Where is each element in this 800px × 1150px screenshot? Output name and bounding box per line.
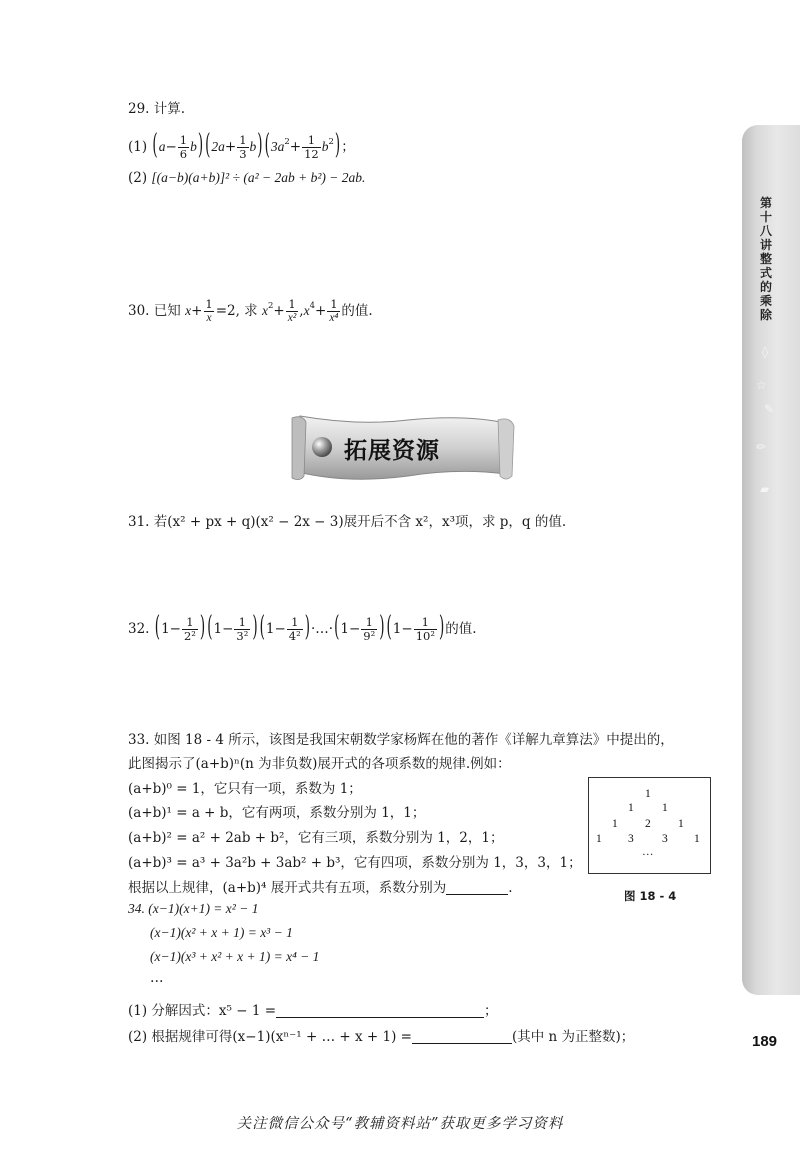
pascal-entry: 3: [628, 833, 634, 845]
star-icon: ☆: [756, 378, 767, 392]
q33-rule: 根据以上规律，(a+b)⁴ 展开式共有五项，系数分别为 .: [128, 880, 513, 896]
q33-line1: 33. 如图 18 - 4 所示，该图是我国宋朝数学家杨辉在他的著作《详解九章算法》中提出的，: [128, 732, 674, 748]
q29-part2: (2) [(a−b)(a+b)]² ÷ (a² − 2ab + b²) − 2ab.: [128, 170, 366, 186]
book-icon: ▰: [760, 482, 770, 496]
q34-line1: 34. (x−1)(x+1) = x² − 1: [128, 901, 259, 916]
q33-example0: (a+b)⁰ = 1，它只有一项，系数为 1；: [128, 781, 362, 797]
fraction: $\frac{1}{\text{x²}}$: [287, 297, 297, 324]
pascal-entry: 1: [662, 802, 668, 814]
drop-icon: ◊: [762, 345, 768, 359]
q32: 32. (1− $\frac{1}{\text{2²}}$ ) (1− $\frac{1}{\text{3²}}$ ) (1− $\frac{1}{\text{4²}}$ )·…·(1− $\frac{1}{\text{9²}}$ ) (1− $\frac{1}{\text{10²}}$ )的值.: [128, 610, 477, 645]
q33-example3: (a+b)³ = a³ + 3a²b + 3ab² + b³，它有四项，系数分别为 1，3，3，1；: [128, 855, 582, 871]
banner-title: 拓展资源: [344, 438, 440, 464]
q34-line3: (x−1)(x³ + x² + x + 1) = x⁴ − 1: [150, 949, 320, 964]
pascal-entry: 2: [645, 818, 651, 830]
answer-blank[interactable]: [446, 880, 508, 895]
bullet-icon: [312, 437, 332, 457]
pascal-entry: 1: [612, 818, 618, 830]
q34-part1: (1) 分解因式：x⁵ − 1 = ；: [128, 1003, 498, 1019]
pascal-entry: 1: [678, 818, 684, 830]
fraction: $\frac{1}{\text{10²}}$: [415, 615, 435, 643]
fraction: $\frac{1}{3}$: [239, 133, 247, 161]
pascal-entry: 3: [662, 833, 668, 845]
q29-p2-expr: [(a−b)(a+b)]² ÷ (a² − 2ab + b²) − 2ab.: [151, 170, 366, 185]
q29-p1-a: a: [158, 139, 166, 154]
fraction: $\frac{1}{6}$: [179, 133, 188, 161]
q34-part2: (2) 根据规律可得(x−1)(xⁿ⁻¹ + … + x + 1) = (其中 n 为正整数)；: [128, 1029, 635, 1045]
q33-line2: 此图揭示了(a+b)ⁿ(n 为非负数)展开式的各项系数的规律.例如：: [128, 756, 511, 772]
fraction: $\frac{1}{\text{4²}}$: [288, 615, 301, 643]
answer-blank[interactable]: [412, 1029, 512, 1044]
page-number: 189: [752, 1033, 778, 1050]
pascal-entry: 1: [628, 802, 634, 814]
pascal-entry: 1: [596, 833, 602, 845]
pascal-entry: 1: [645, 788, 651, 800]
q33-example2: (a+b)² = a² + 2ab + b²，它有三项，系数分别为 1，2，1；: [128, 830, 504, 846]
pencil-icon: ✎: [764, 402, 775, 416]
q30: 30. 已知 x+ $\frac{1}{x}$ =2, 求 $x^2+$ $\frac{1}{\text{x²}}$ $,x^4+$ $\frac{1}{\text{x⁴}}$ 的值.: [128, 297, 373, 324]
chapter-label: 第十八讲 整式的乘除: [759, 196, 772, 322]
q34-line2: (x−1)(x² + x + 1) = x³ − 1: [150, 925, 293, 940]
q29-part1: (1) (a− $\frac{1}{6}$ b) (2a+ $\frac{1}{3}$ b) ($3a^2+$ $\frac{1}{12}$ $b^2$)；: [128, 128, 355, 163]
fraction: $\frac{1}{12}$: [304, 133, 319, 161]
pascal-ellipsis: …: [642, 846, 654, 858]
ruler-icon: ✏: [756, 440, 767, 454]
q33-example1: (a+b)¹ = a + b，它有两项，系数分别为 1，1；: [128, 805, 426, 821]
fraction: $\frac{1}{\text{3²}}$: [236, 615, 249, 643]
pascal-entry: 1: [694, 833, 700, 845]
figure-caption: 图 18 - 4: [624, 889, 677, 903]
q29-p1-label: (1): [128, 139, 148, 155]
answer-blank[interactable]: [276, 1003, 484, 1018]
fraction: $\frac{1}{\text{9²}}$: [363, 615, 376, 643]
footer-note: 关注微信公众号“教辅资料站”获取更多学习资料: [236, 1116, 564, 1132]
fraction: $\frac{1}{\text{x⁴}}$: [329, 297, 339, 324]
q34-ellipsis: …: [150, 970, 164, 986]
fraction: $\frac{1}{\text{2²}}$: [183, 615, 196, 643]
q29-title: 29. 计算.: [128, 101, 186, 117]
q31: 31. 若(x² + px + q)(x² − 2x − 3)展开后不含 x²，x³项，求 p，q 的值.: [128, 514, 567, 530]
fraction: $\frac{1}{x}$: [205, 297, 213, 324]
